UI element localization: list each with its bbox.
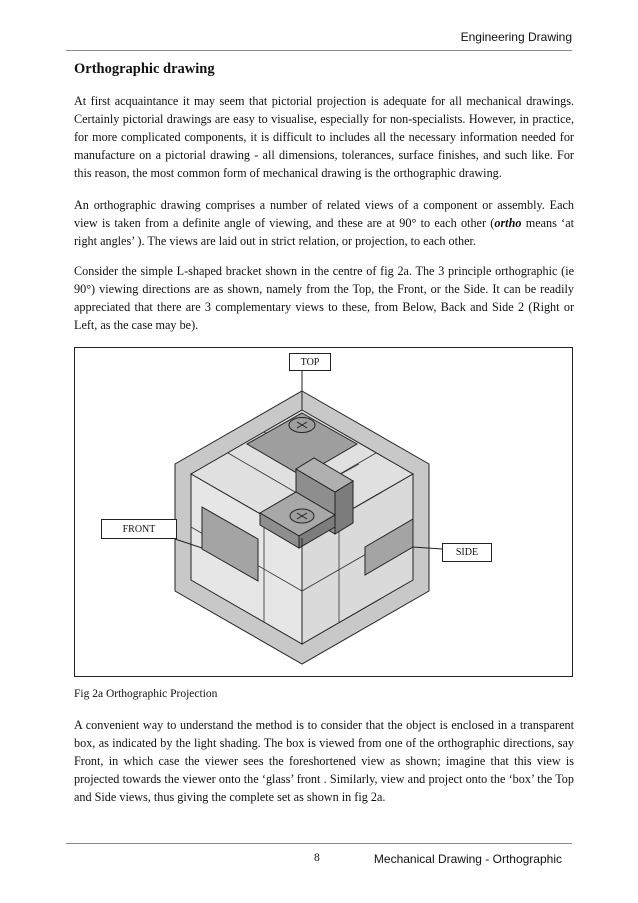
page-number: 8: [314, 852, 320, 864]
section-title: Orthographic drawing: [74, 61, 215, 77]
side-label: SIDE: [442, 543, 492, 562]
figure-frame: [74, 347, 573, 677]
paragraph-4: A convenient way to understand the method is to consider that the object is enclosed in a transparent box, as indicated by the light shading. The box is viewed from one of the orthographic directions, say Front, in which case the viewer sees the foreshortened view as shown; imagine that this view is projected towards the viewer onto the ‘glass’ front . Similarly, view and project onto the ‘box’ the Top and Side views, thus giving the complete set as shown in fig 2a.: [74, 718, 574, 804]
header-rule: [66, 50, 572, 51]
footer-rule: [66, 843, 572, 844]
paragraph-2: [74, 196, 574, 250]
running-header: Engineering Drawing: [460, 30, 572, 44]
paragraph-2-text-a: An orthographic drawing comprises a number of related views of a component or assembly. Each view is taken from a definite angle of viewing, and these are at 90° to each other (: [74, 198, 574, 230]
paragraph-2-text-b: means ‘at right angles’ ). The views are laid out in strict relation, or projection, to each other.: [74, 216, 574, 248]
running-footer: Mechanical Drawing - Orthographic: [373, 852, 562, 866]
paragraph-2-ortho-term: ortho: [494, 216, 522, 230]
paragraph-1: At first acquaintance it may seem that pictorial projection is adequate for all mechanical drawings. Certainly pictorial drawings are easy to visualise, especially for non-specialists. However, in practice, for more complicated components, it is difficult to includes all the necessary information needed for manufacture on a pictorial drawing - all dimensions, tolerances, surface finishes, and such like. For this reason, the most common form of mechanical drawing is the orthographic drawing.: [74, 94, 574, 180]
orthographic-projection-diagram: [75, 348, 574, 678]
top-label: TOP: [289, 353, 331, 371]
paragraph-3: Consider the simple L-shaped bracket shown in the centre of fig 2a. The 3 principle orthographic (ie 90°) viewing directions are as shown, namely from the Top, the Front, or the Side. It can be readily appreciated that there are 3 complementary views to these, from Below, Back and Side 2 (Right or Left, as the case may be).: [74, 264, 574, 332]
front-label: FRONT: [101, 519, 177, 539]
figure-caption: Fig 2a Orthographic Projection: [74, 688, 218, 700]
